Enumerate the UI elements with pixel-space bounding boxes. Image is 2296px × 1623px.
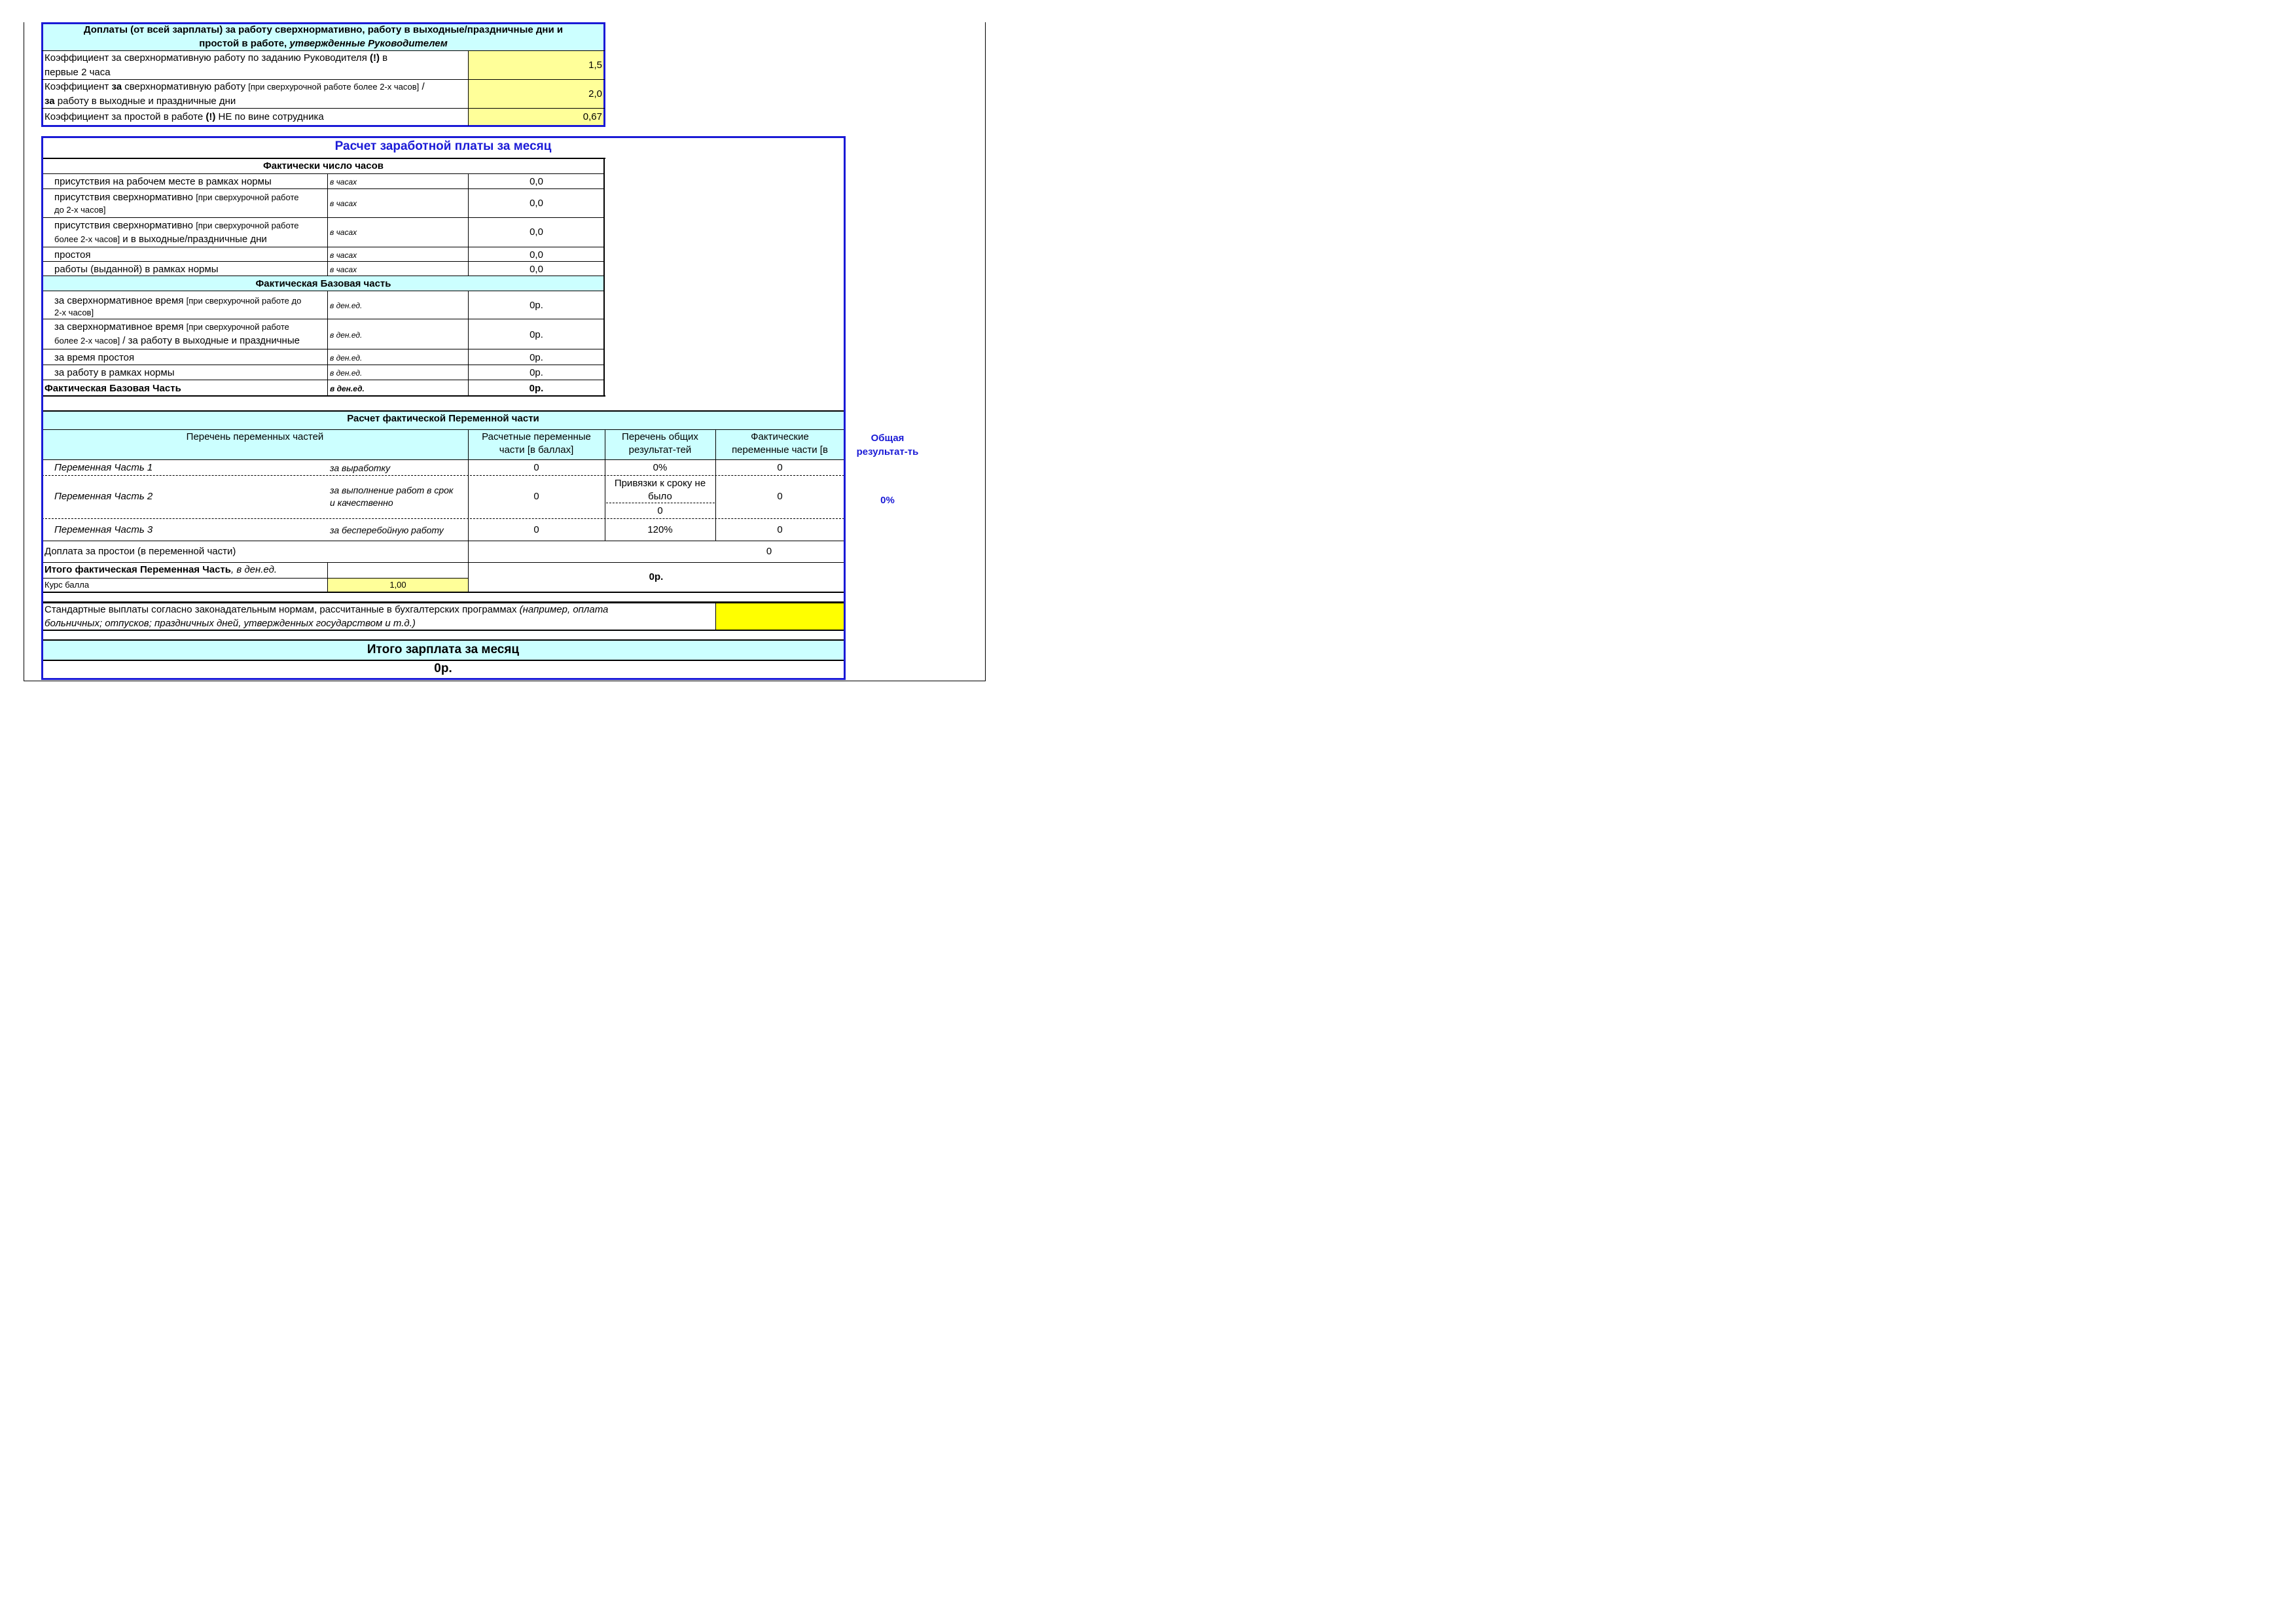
hours-row-idle-unit: в часах bbox=[330, 251, 357, 260]
surcharges-title-line1: Доплаты (от всей зарплаты) за работу сверхнормативно, работу в выходные/праздничные дни и bbox=[83, 24, 564, 35]
base-row-idle-unit: в ден.ед. bbox=[330, 353, 363, 363]
variable-col-results-1: Перечень общих bbox=[622, 431, 698, 442]
base-row-overtime-weekend-value: 0р. bbox=[529, 329, 543, 340]
hours-row-overtime2-label-2: до 2-х часов] bbox=[54, 205, 106, 215]
variable-idle-value: 0 bbox=[766, 546, 772, 557]
standard-payments-input[interactable] bbox=[715, 603, 844, 630]
hours-row-overtime2-unit: в часах bbox=[330, 199, 357, 208]
base-row-overtime-weekend-label-2: более 2-х часов] / за работу в выходные и праздничные bbox=[54, 335, 300, 346]
rate-label: Курс балла bbox=[45, 580, 90, 590]
base-row-overtime2-unit: в ден.ед. bbox=[330, 301, 363, 310]
hours-row-overtime-weekend-value: 0,0 bbox=[529, 226, 543, 238]
hours-row-idle-value: 0,0 bbox=[529, 249, 543, 260]
variable-part-3-actual: 0 bbox=[777, 524, 783, 535]
surcharge-row-overtime-label-2: первые 2 часа bbox=[45, 67, 111, 78]
variable-header: Расчет фактической Переменной части bbox=[347, 413, 539, 424]
page-frame-right bbox=[985, 22, 986, 681]
variable-col-calc-2: части [в баллах] bbox=[499, 444, 574, 455]
variable-part-3-result: 120% bbox=[647, 524, 673, 535]
variable-col-actual-1: Фактические bbox=[751, 431, 809, 442]
hours-row-work-unit: в часах bbox=[330, 265, 357, 274]
hours-row-work-label: работы (выданной) в рамках нормы bbox=[54, 264, 219, 275]
variable-part-1-name: Переменная Часть 1 bbox=[54, 462, 153, 473]
base-total-label: Фактическая Базовая Часть bbox=[45, 383, 181, 394]
hours-row-overtime2-label: присутствия сверхнормативно [при сверхурочной работе bbox=[54, 192, 299, 203]
surcharge-row-extended-label-2: за работу в выходные и праздничные дни bbox=[45, 96, 236, 107]
standard-payments-label-2: больничных; отпусков; праздничных дней, утвержденных государством и т.д.) bbox=[45, 618, 416, 629]
surcharge-row-overtime-label: Коэффициент за сверхнормативную работу по заданию Руководителя (!) в bbox=[45, 52, 388, 63]
variable-part-3-name: Переменная Часть 3 bbox=[54, 524, 153, 535]
variable-part-2-calc: 0 bbox=[533, 491, 539, 502]
variable-part-2-result-1: Привязки к сроку не bbox=[614, 478, 706, 489]
variable-part-3-calc: 0 bbox=[533, 524, 539, 535]
month-total-header: Итого зарплата за месяц bbox=[367, 643, 520, 656]
base-row-idle-label: за время простоя bbox=[54, 352, 135, 363]
base-header: Фактическая Базовая часть bbox=[255, 278, 391, 289]
base-row-overtime2-value: 0р. bbox=[529, 300, 543, 311]
variable-part-2-result-2: было bbox=[648, 491, 672, 502]
base-row-overtime-weekend-label: за сверхнормативное время [при сверхурочной работе bbox=[54, 321, 289, 332]
variable-part-1-desc: за выработку bbox=[330, 463, 391, 473]
variable-part-1-result: 0% bbox=[653, 462, 668, 473]
base-total-unit: в ден.ед. bbox=[330, 384, 365, 393]
hours-row-overtime2-value: 0,0 bbox=[529, 198, 543, 209]
hours-row-idle-label: простоя bbox=[54, 249, 91, 260]
side-total-label-2: результат-ть bbox=[856, 446, 919, 457]
hours-row-normal-value: 0,0 bbox=[529, 176, 543, 187]
side-total-value: 0% bbox=[880, 495, 895, 506]
standard-payments-label-1: Стандартные выплаты согласно законадательным нормам, рассчитанные в бухгалтерских программах (например, оплата bbox=[45, 604, 609, 615]
surcharge-row-idle-value[interactable]: 0,67 bbox=[583, 111, 602, 122]
variable-col-calc-1: Расчетные переменные bbox=[482, 431, 591, 442]
variable-part-2-name: Переменная Часть 2 bbox=[54, 491, 153, 502]
hours-row-normal-label: присутствия на рабочем месте в рамках нормы bbox=[54, 176, 272, 187]
base-row-work-unit: в ден.ед. bbox=[330, 368, 363, 378]
hours-row-overtime-weekend-label: присутствия сверхнормативно [при сверхурочной работе bbox=[54, 220, 299, 231]
hours-row-normal-unit: в часах bbox=[330, 177, 357, 187]
variable-col-list: Перечень переменных частей bbox=[186, 431, 324, 442]
hours-header: Фактически число часов bbox=[262, 160, 384, 171]
calc-title: Расчет заработной платы за месяц bbox=[334, 139, 552, 153]
base-row-work-value: 0р. bbox=[529, 367, 543, 378]
month-total-value: 0р. bbox=[434, 662, 452, 675]
surcharge-row-extended-label: Коэффициент за сверхнормативную работу [при сверхурочной работе более 2-х часов] / bbox=[45, 81, 425, 92]
side-total-label-1: Общая bbox=[870, 433, 905, 444]
surcharge-row-idle-label: Коэффициент за простой в работе (!) НЕ по вине сотрудника bbox=[45, 111, 324, 122]
surcharges-title-line2: простой в работе, утвержденные Руководителем bbox=[199, 38, 448, 49]
base-row-overtime-weekend-unit: в ден.ед. bbox=[330, 330, 363, 340]
surcharge-row-overtime-value[interactable]: 1,5 bbox=[588, 60, 602, 71]
base-row-overtime2-label: за сверхнормативное время [при сверхурочной работе до bbox=[54, 295, 302, 306]
base-row-idle-value: 0р. bbox=[529, 352, 543, 363]
variable-total-value: 0р. bbox=[649, 571, 664, 582]
variable-part-1-actual: 0 bbox=[777, 462, 783, 473]
hours-row-work-value: 0,0 bbox=[529, 264, 543, 275]
surcharge-row-extended-value[interactable]: 2,0 bbox=[588, 88, 602, 99]
variable-part-2-actual: 0 bbox=[777, 491, 783, 502]
hours-row-overtime-weekend-unit: в часах bbox=[330, 228, 357, 237]
rate-value[interactable]: 1,00 bbox=[389, 580, 406, 590]
variable-total-label: Итого фактическая Переменная Часть, в ден.ед. bbox=[45, 564, 278, 575]
base-row-overtime2-label-2: 2-х часов] bbox=[54, 308, 94, 317]
variable-idle-label: Доплата за простои (в переменной части) bbox=[45, 546, 236, 557]
variable-col-actual-2: переменные части [в bbox=[732, 444, 828, 455]
hours-row-overtime-weekend-label-2: более 2-х часов] и в выходные/праздничные дни bbox=[54, 234, 267, 245]
variable-part-2-desc-1: за выполнение работ в срок bbox=[330, 485, 454, 495]
variable-part-2-result-3: 0 bbox=[657, 505, 663, 516]
variable-part-1-calc: 0 bbox=[533, 462, 539, 473]
base-total-value: 0р. bbox=[529, 383, 544, 394]
variable-part-2-desc-2: и качественно bbox=[330, 497, 393, 508]
base-row-work-label: за работу в рамках нормы bbox=[54, 367, 175, 378]
variable-col-results-2: результат-тей bbox=[628, 444, 692, 455]
variable-part-3-desc: за бесперебойную работу bbox=[330, 525, 444, 535]
